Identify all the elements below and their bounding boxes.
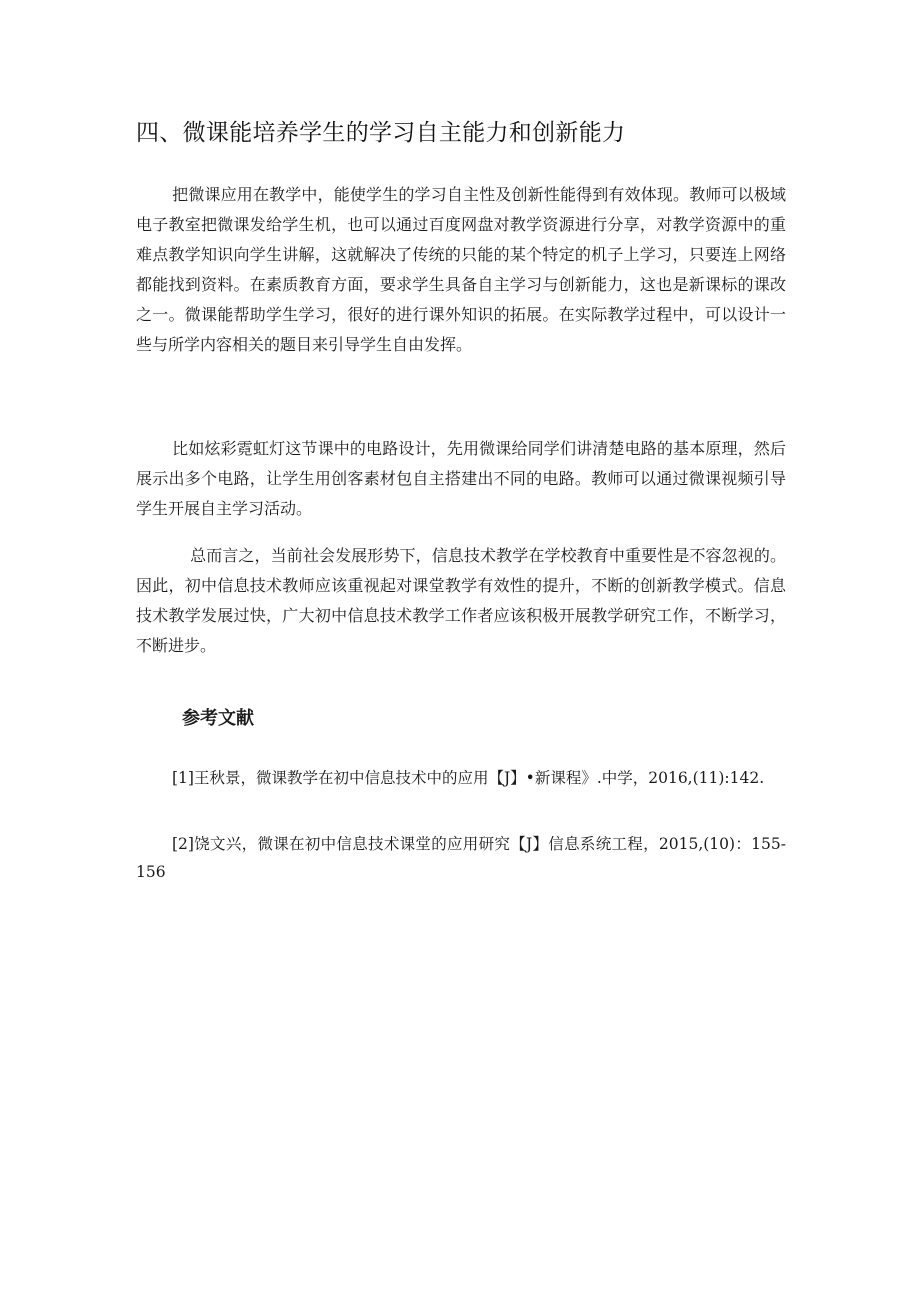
references-title: 参考文献	[182, 708, 254, 729]
reference-text: [2]饶文兴，微课在初中信息技术课堂的应用研究【J】信息系统工程，2015,(10)：155-156	[136, 835, 786, 881]
section-heading: 四、微课能培养学生的学习自主能力和创新能力	[136, 120, 626, 146]
reference-text: [1]王秋景，微课教学在初中信息技术中的应用【J】•新课程》.中学，2016,(11):142.	[172, 769, 765, 787]
body-paragraph-2	[136, 434, 786, 524]
body-paragraph-1	[136, 180, 786, 360]
paragraph-text: 比如炫彩霓虹灯这节课中的电路设计，先用微课给同学们讲清楚电路的基本原理，然后展示出多个电路，让学生用创客素材包自主搭建出不同的电路。教师可以通过微课视频引导学生开展自主学习活动。	[136, 439, 786, 518]
reference-item-2	[136, 830, 786, 886]
body-paragraph-3	[136, 541, 786, 661]
reference-item-1	[136, 764, 786, 792]
paragraph-text: 把微课应用在教学中，能使学生的学习自主性及创新性能得到有效体现。教师可以极域电子教室把微课发给学生机，也可以通过百度网盘对教学资源进行分享，对教学资源中的重难点教学知识向学生讲解，这就解决了传统的只能的某个特定的机子上学习，只要连上网络都能找到资料。在素质教育方面，要求学生具备自主学习与创新能力，这也是新课标的课改之一。微课能帮助学生学习，很好的进行课外知识的拓展。在实际教学过程中，可以设计一些与所学内容相关的题目来引导学生自由发挥。	[136, 185, 786, 354]
paragraph-text: 总而言之，当前社会发展形势下，信息技术教学在学校教育中重要性是不容忽视的。因此，初中信息技术教师应该重视起对课堂教学有效性的提升，不断的创新教学模式。信息技术教学发展过快，广大初中信息技术教学工作者应该积极开展教学研究工作，不断学习，不断进步。	[136, 546, 786, 655]
